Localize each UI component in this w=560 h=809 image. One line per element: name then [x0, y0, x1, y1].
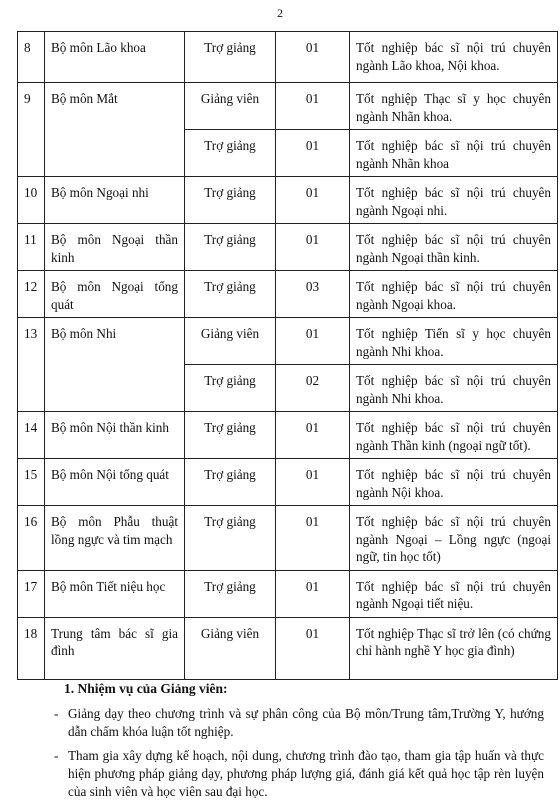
- department: Bộ môn Phẫu thuật lồng ngực và tim mạch: [45, 506, 185, 571]
- department: Bộ môn Mắt: [45, 83, 185, 177]
- requirement: Tốt nghiệp Thạc sĩ y học chuyên ngành Nhãn khoa.: [350, 83, 558, 130]
- row-number: 12: [18, 271, 45, 318]
- row-number: 17: [18, 570, 45, 617]
- quantity: 01: [276, 570, 350, 617]
- requirement: Tốt nghiệp bác sĩ nội trú chuyên ngành Ngoại – Lồng ngực (ngoại ngữ, tin học tốt): [350, 506, 558, 571]
- position: Trợ giảng: [185, 365, 276, 412]
- row-number: 14: [18, 412, 45, 459]
- row-number: 8: [18, 32, 45, 83]
- department: Bộ môn Tiết niệu học: [45, 570, 185, 617]
- table-row: [18, 412, 558, 459]
- row-number: 10: [18, 177, 45, 224]
- table-row: [18, 570, 558, 617]
- table-row: [18, 271, 558, 318]
- department: Bộ môn Nội tổng quát: [45, 459, 185, 506]
- dash-bullet: -: [54, 706, 59, 721]
- table-row: [18, 318, 558, 365]
- requirement: Tốt nghiệp bác sĩ nội trú chuyên ngành Nhãn khoa: [350, 130, 558, 177]
- requirement: Tốt nghiệp Tiến sĩ y học chuyên ngành Nhi khoa.: [350, 318, 558, 365]
- requirement: Tốt nghiệp bác sĩ nội trú chuyên ngành Ngoại nhi.: [350, 177, 558, 224]
- quantity: 01: [276, 83, 350, 130]
- duty-item: [54, 705, 544, 741]
- position: Trợ giảng: [185, 459, 276, 506]
- lecturer-duties: [54, 680, 544, 807]
- position: Trợ giảng: [185, 177, 276, 224]
- department: Trung tâm bác sĩ gia đình: [45, 617, 185, 679]
- position: Trợ giảng: [185, 506, 276, 571]
- requirement: Tốt nghiệp bác sĩ nội trú chuyên ngành Ngoại thần kinh.: [350, 224, 558, 271]
- quantity: 01: [276, 177, 350, 224]
- duty-item: [54, 747, 544, 801]
- row-number: 9: [18, 83, 45, 177]
- department: Bộ môn Ngoại nhi: [45, 177, 185, 224]
- quantity: 01: [276, 224, 350, 271]
- position: Giảng viên: [185, 318, 276, 365]
- duty-text: Giảng dạy theo chương trình và sự phân công của Bộ môn/Trung tâm,Trường Y, hướng dẫn chấm khóa luận tốt nghiệp.: [68, 706, 544, 739]
- position: Giảng viên: [185, 617, 276, 679]
- department: Bộ môn Nhi: [45, 318, 185, 412]
- department: Bộ môn Lão khoa: [45, 32, 185, 83]
- position: Trợ giảng: [185, 412, 276, 459]
- quantity: 01: [276, 130, 350, 177]
- requirement: Tốt nghiệp bác sĩ nội trú chuyên ngành Lão khoa, Nội khoa.: [350, 32, 558, 83]
- quantity: 01: [276, 617, 350, 679]
- row-number: 16: [18, 506, 45, 571]
- section-heading: 1. Nhiệm vụ của Giảng viên:: [64, 681, 228, 696]
- table-row: [18, 177, 558, 224]
- position: Giảng viên: [185, 83, 276, 130]
- row-number: 11: [18, 224, 45, 271]
- duty-text: Tham gia xây dựng kế hoạch, nội dung, chương trình đào tạo, tham gia tập huấn và thực hiện phương pháp giảng dạy, phương pháp lượng giá, đánh giá kết quả học tập rèn luyện của sinh viên và học viên sau đại học.: [68, 748, 544, 799]
- quantity: 01: [276, 459, 350, 506]
- table-row: [18, 32, 558, 83]
- quantity: 01: [276, 318, 350, 365]
- position: Trợ giảng: [185, 32, 276, 83]
- quantity: 01: [276, 32, 350, 83]
- position: Trợ giảng: [185, 224, 276, 271]
- row-number: 13: [18, 318, 45, 412]
- requirement: Tốt nghiệp Thạc sĩ trở lên (có chứng chỉ hành nghề Y học gia đình): [350, 617, 558, 679]
- quantity: 03: [276, 271, 350, 318]
- position: Trợ giảng: [185, 130, 276, 177]
- requirement: Tốt nghiệp bác sĩ nội trú chuyên ngành Nội khoa.: [350, 459, 558, 506]
- position: Trợ giảng: [185, 271, 276, 318]
- quantity: 01: [276, 412, 350, 459]
- table-row: [18, 83, 558, 130]
- table-row: [18, 506, 558, 571]
- department: Bộ môn Ngoại thần kinh: [45, 224, 185, 271]
- row-number: 15: [18, 459, 45, 506]
- dash-bullet: -: [54, 748, 59, 763]
- department: Bộ môn Nội thần kinh: [45, 412, 185, 459]
- row-number: 18: [18, 617, 45, 679]
- recruitment-table: [17, 31, 558, 680]
- table-row: [18, 224, 558, 271]
- requirement: Tốt nghiệp bác sĩ nội trú chuyên ngành Ngoại khoa.: [350, 271, 558, 318]
- requirement: Tốt nghiệp bác sĩ nội trú chuyên ngành Nhi khoa.: [350, 365, 558, 412]
- quantity: 02: [276, 365, 350, 412]
- department: Bộ môn Ngoại tổng quát: [45, 271, 185, 318]
- position: Trợ giảng: [185, 570, 276, 617]
- page-number: 2: [277, 6, 283, 20]
- table-row: [18, 459, 558, 506]
- table-row: [18, 617, 558, 679]
- requirement: Tốt nghiệp bác sĩ nội trú chuyên ngành Thần kinh (ngoại ngữ tốt).: [350, 412, 558, 459]
- quantity: 01: [276, 506, 350, 571]
- requirement: Tốt nghiệp bác sĩ nội trú chuyên ngành Ngoại tiết niệu.: [350, 570, 558, 617]
